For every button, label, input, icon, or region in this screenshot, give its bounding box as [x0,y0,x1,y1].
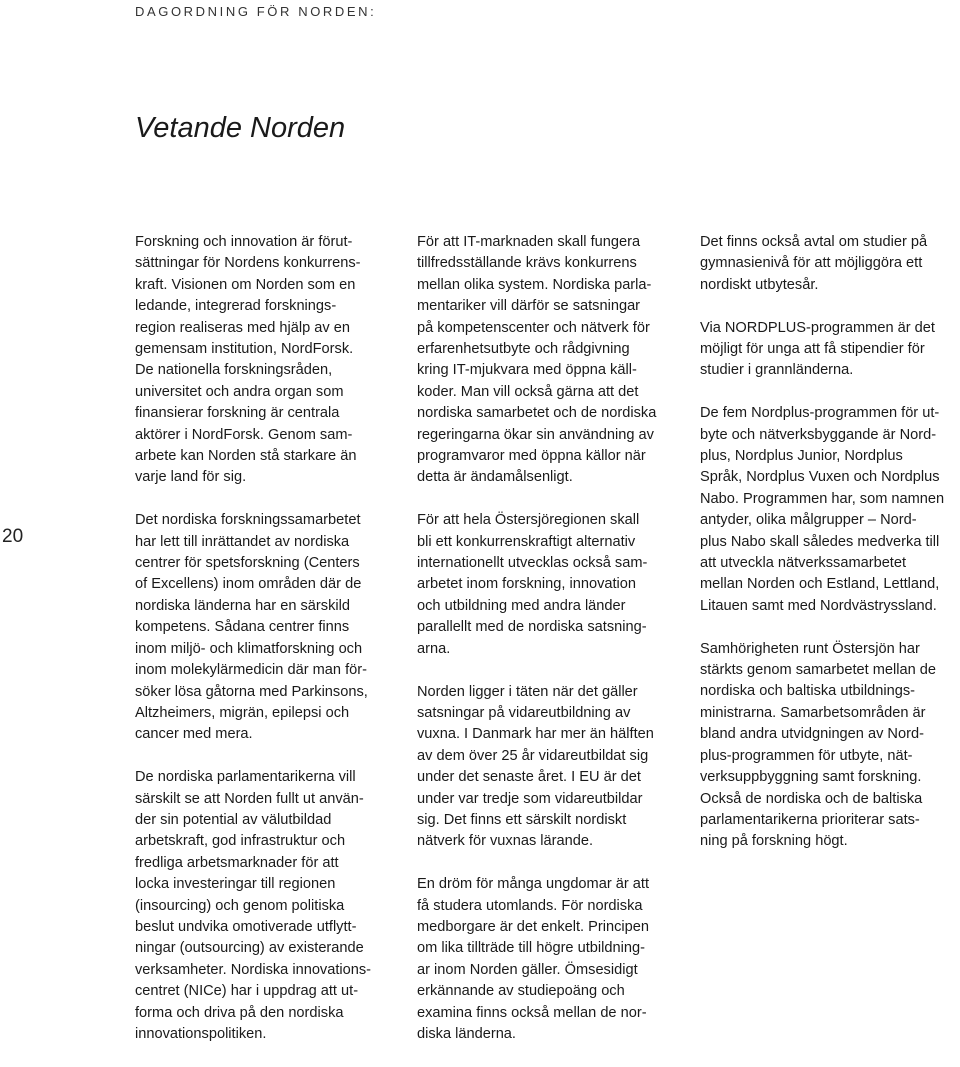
paragraph [417,874,656,1045]
text-line: region realiseras med hjälp av en [135,319,350,336]
paragraph [417,232,656,489]
text-line: har lett till inrättandet av nordiska [135,533,350,550]
text-line: ar inom Norden gäller. Ömsesidigt [417,961,638,978]
text-line: inom miljö- och klimatforskning och [135,640,363,657]
text-line: (insourcing) och genom politiska [135,897,345,914]
text-line: plus Nabo skall således medverka till [700,533,940,550]
text-line: aktörer i NordForsk. Genom sam- [135,426,353,443]
paragraph [135,510,371,745]
text-line: centret (NICe) har i uppdrag att ut- [135,983,359,1000]
paragraph [700,232,944,296]
text-line: Det finns också avtal om studier på [700,234,928,250]
text-line: kraft. Visionen om Norden som en [135,276,356,293]
text-column-2 [417,232,656,1067]
text-line: programvaror med öppna källor när [417,448,646,465]
text-line: De nationella forskningsråden, [135,362,333,379]
text-line: vuxna. I Danmark har mer än hälften [417,726,654,743]
text-line: innovationspolitiken. [135,1026,267,1042]
text-line: under det senaste året. I EU är det [417,769,641,786]
text-line: plus, Nordplus Junior, Nordplus [700,448,903,465]
text-line: Via NORDPLUS-programmen är det [700,319,935,336]
text-line: Det nordiska forskningssamarbetet [135,512,361,529]
text-line: inom molekylärmedicin där man för- [135,662,367,679]
text-line: bli ett konkurrenskraftigt alternativ [417,533,636,550]
text-line: arna. [417,640,451,657]
text-line: finansierar forskning är centrala [135,405,340,422]
text-line: En dröm för många ungdomar är att [417,876,649,893]
text-column-3 [700,232,944,874]
text-line: nordiska samarbetet och de nordiska [417,405,657,422]
text-line: medborgare är det enkelt. Principen [417,918,650,935]
text-line: antyder, olika målgrupper – Nord- [700,512,917,529]
text-line: sig. Det finns ett särskilt nordiskt [417,811,627,828]
text-line: ledande, integrerad forsknings- [135,298,337,315]
text-line: verksamheter. Nordiska innovations- [135,961,372,978]
text-line: ministrarna. Samarbetsområden är [700,704,926,721]
paragraph [700,639,944,853]
text-line: parlamentarikerna prioriterar sats- [700,811,920,828]
text-line: erfarenhetsutbyte och rådgivning [417,341,630,358]
text-line: nordiskt utbytesår. [700,276,819,293]
text-line: satsningar på vidareutbildning av [417,704,631,721]
text-line: om lika tillträde till högre utbildning- [417,940,645,957]
text-line: kring IT-mjukvara med öppna käll- [417,362,637,379]
text-line: sättningar för Nordens konkurrens- [135,255,361,272]
text-line: byte och nätverksbyggande är Nord- [700,426,937,443]
text-line: forma och driva på den nordiska [135,1004,344,1021]
text-line: fredliga arbetsmarknader för att [135,854,339,871]
text-line: För att hela Östersjöregionen skall [417,512,640,529]
text-line: att utveckla nätverkssamarbetet [700,555,907,572]
text-line: ning på forskning högt. [700,833,848,850]
text-line: internationellt utvecklas också sam- [417,555,648,572]
text-line: möjligt för unga att få stipendier för [700,341,925,358]
text-column-1 [135,232,371,1067]
text-line: Språk, Nordplus Vuxen och Nordplus [700,469,940,486]
text-line: nätverk för vuxnas lärande. [417,833,594,850]
text-line: Norden ligger i täten när det gäller [417,683,638,700]
text-line: cancer med mera. [135,726,253,743]
text-line: beslut undvika omotiverade utflytt- [135,918,357,935]
text-line: mentariker vill därför se satsningar [417,298,641,315]
text-line: Nabo. Programmen har, som namnen [700,490,945,507]
text-line: söker lösa gåtorna med Parkinsons, [135,683,368,700]
text-line: ningar (outsourcing) av existerande [135,940,364,957]
text-line: Litauen samt med Nordvästryssland. [700,597,937,614]
text-line: av dem över 25 år vidareutbildat sig [417,747,649,764]
paragraph [700,403,944,617]
text-line: mellan Norden och Estland, Lettland, [700,576,940,593]
text-line: kompetens. Sådana centrer finns [135,619,350,636]
text-line: särskilt se att Norden fullt ut använ- [135,790,364,807]
text-line: koder. Man vill också gärna att det [417,383,639,400]
text-line: universitet och andra organ som [135,383,344,400]
text-line: verksuppbyggning samt forskning. [700,769,922,786]
text-line: parallellt med de nordiska satsning- [417,619,647,636]
text-line: på kompetenscenter och nätverk för [417,319,650,336]
text-line: och utbildning med andra länder [417,597,626,614]
text-line: mellan olika system. Nordiska parla- [417,276,652,293]
text-line: arbetskraft, god infrastruktur och [135,833,346,850]
text-line: centrer för spetsforskning (Centers [135,555,360,572]
paragraph [417,510,656,660]
text-line: detta är ändamålsenligt. [417,469,573,486]
text-line: under var tredje som vidareutbildar [417,790,643,807]
text-line: plus-programmen för utbyte, nät- [700,747,913,764]
text-line: Forskning och innovation är förut- [135,234,353,250]
text-line: De nordiska parlamentarikerna vill [135,769,356,786]
text-line: examina finns också mellan de nor- [417,1004,647,1021]
text-line: Samhörigheten runt Östersjön har [700,640,920,657]
page-number: 20 [2,526,24,547]
text-line: bland andra utvidgningen av Nord- [700,726,924,743]
text-line: of Excellens) inom områden där de [135,576,362,593]
text-line: tillfredsställande krävs konkurrens [417,255,637,272]
paragraph [700,318,944,382]
text-line: nordiska och baltiska utbildnings- [700,683,915,700]
text-line: stärkts genom samarbetet mellan de [700,662,937,679]
text-line: Altzheimers, migrän, epilepsi och [135,704,350,721]
text-line: studier i grannländerna. [700,362,854,379]
text-line: De fem Nordplus-programmen för ut- [700,405,940,422]
text-line: För att IT-marknaden skall fungera [417,234,641,250]
page-title: Vetande Norden [135,112,346,144]
paragraph [135,232,371,489]
text-line: nordiska länderna har en särskild [135,597,350,614]
text-line: diska länderna. [417,1025,516,1042]
text-line: varje land för sig. [135,469,247,486]
text-line: Också de nordiska och de baltiska [700,790,923,807]
text-line: få studera utomlands. För nordiska [417,897,643,914]
text-line: der sin potential av välutbildad [135,811,332,828]
text-line: arbete kan Norden stå starkare än [135,448,357,465]
paragraph [135,767,371,1045]
text-line: locka investeringar till regionen [135,876,336,893]
running-head: DAGORDNING FÖR NORDEN: [135,4,377,19]
text-line: arbetet inom forskning, innovation [417,576,637,593]
text-line: gemensam institution, NordForsk. [135,341,354,358]
paragraph [417,682,656,853]
text-line: regeringarna ökar sin användning av [417,426,654,443]
text-line: erkännande av studiepoäng och [417,983,625,1000]
text-line: gymnasienivå för att möjliggöra ett [700,255,923,272]
